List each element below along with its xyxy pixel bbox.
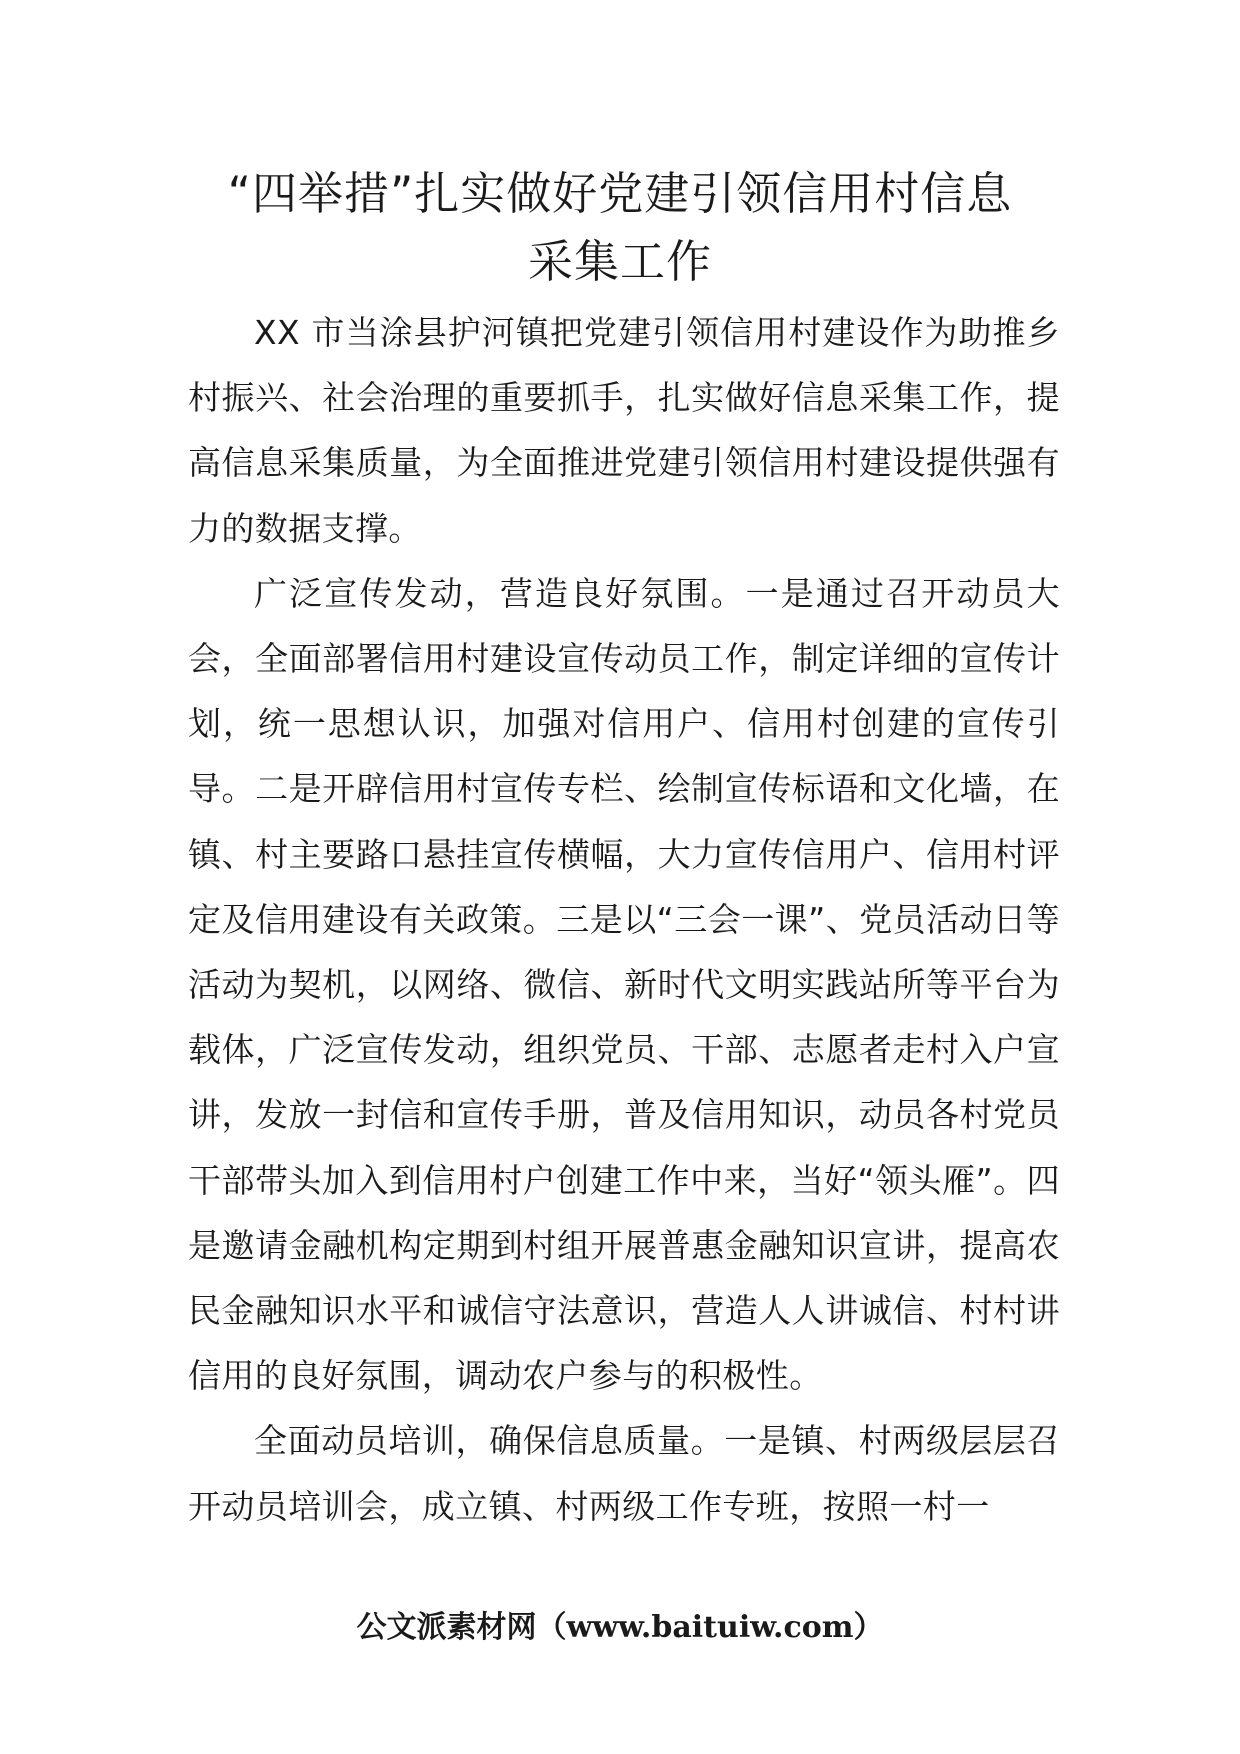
title-line-2: 采集工作: [527, 235, 712, 288]
footer-watermark: 公文派素材网（www.baituiw.com）: [356, 1610, 884, 1645]
paragraph-publicity: 广泛宣传发动，营造良好氛围。一是通过召开动员大会，全面部署信用村建设宣传动员工作，制定详细的宣传计划，统一思想认识，加强对信用户、信用村创建的宣传引导。二是开辟信用村宣传专栏、绘制宣传标语和文化墙，在镇、村主要路口悬挂宣传横幅，大力宣传信用户、信用村评定及信用建设有关政策。三是以“三会一课”、党员活动日等活动为契机，以网络、微信、新时代文明实践站所等平台为载体，广泛宣传发动，组织党员、干部、志愿者走村入户宣讲，发放一封信和宣传手册，普及信用知识，动员各村党员干部带头加入到信用村户创建工作中来，当好“领头雁”。四是邀请金融机构定期到村组开展普惠金融知识宣讲，提高农民金融知识水平和诚信守法意识，营造人人讲诚信、村村讲信用的良好氛围，调动农户参与的积极性。: [188, 573, 1060, 1396]
document-body: [188, 300, 1060, 1539]
title-line-1: “四举措”扎实做好党建引领信用村信息: [227, 167, 1013, 220]
paragraph-training: 全面动员培训，确保信息质量。一是镇、村两级层层召开动员培训会，成立镇、村两级工作专班，按照一村一: [188, 1421, 1060, 1526]
paragraph-intro: XX 市当涂县护河镇把党建引领信用村建设作为助推乡村振兴、社会治理的重要抓手，扎实做好信息采集工作，提高信息采集质量，为全面推进党建引领信用村建设提供强有力的数据支撑。: [188, 313, 1060, 548]
document-title: [160, 160, 1080, 296]
